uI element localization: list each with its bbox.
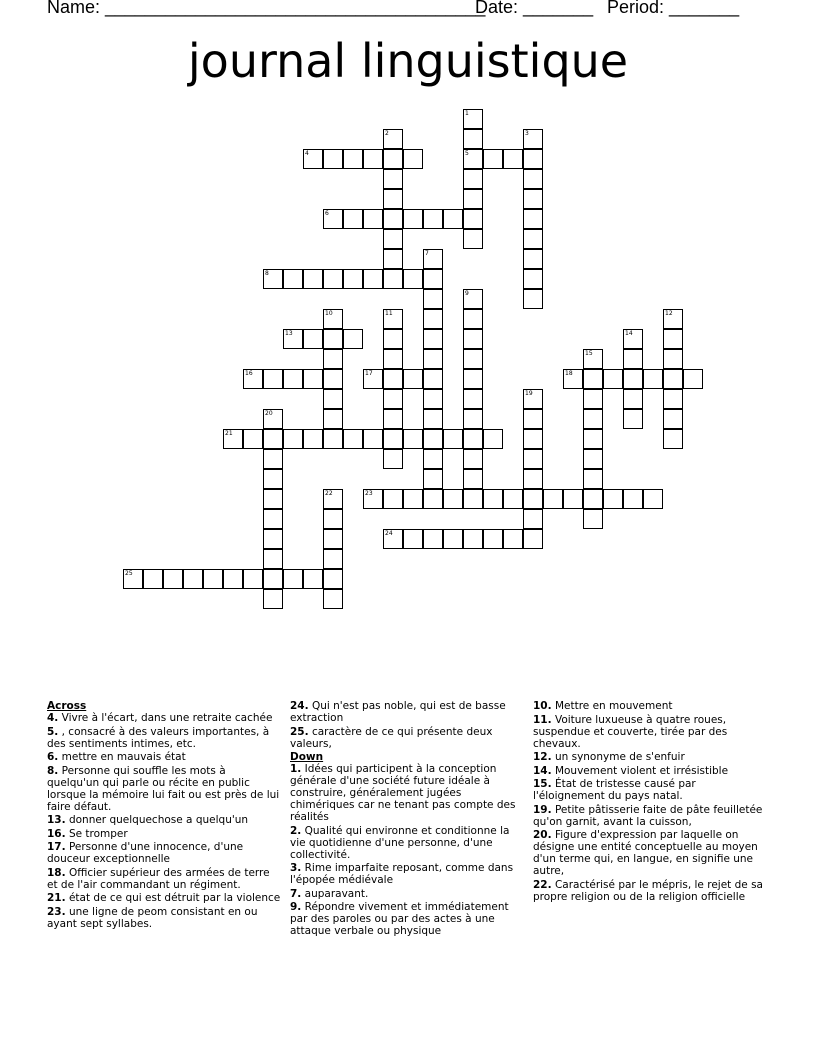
grid-cell[interactable] (423, 369, 443, 389)
clue-text: Se tromper (65, 827, 128, 840)
grid-cell[interactable] (223, 429, 243, 449)
clue-number: 9. (290, 901, 302, 913)
grid-cell[interactable] (523, 469, 543, 489)
grid-cell[interactable] (323, 349, 343, 369)
across-clue (47, 867, 281, 891)
clue-text: État de tristesse causé par l'éloignement du pays natal. (533, 778, 696, 802)
clue-number: 3. (290, 862, 302, 874)
grid-cell[interactable] (323, 329, 343, 349)
grid-cell[interactable] (383, 209, 403, 229)
grid-cell[interactable] (343, 329, 363, 349)
grid-cell[interactable] (383, 409, 403, 429)
grid-cell[interactable] (243, 369, 263, 389)
grid-cell[interactable] (423, 409, 443, 429)
down-clue (533, 751, 769, 763)
grid-cell[interactable] (423, 429, 443, 449)
grid-cell[interactable] (363, 369, 383, 389)
grid-cell[interactable] (423, 289, 443, 309)
grid-cell[interactable] (383, 349, 403, 369)
clue-number: 24. (290, 700, 309, 712)
cell-number: 9 (465, 290, 469, 297)
grid-cell[interactable] (403, 209, 423, 229)
grid-cell[interactable] (183, 569, 203, 589)
grid-cell[interactable] (363, 209, 383, 229)
grid-cell[interactable] (443, 489, 463, 509)
grid-cell[interactable] (583, 349, 603, 369)
grid-cell[interactable] (463, 469, 483, 489)
grid-cell[interactable] (423, 329, 443, 349)
grid-cell[interactable] (523, 149, 543, 169)
clue-text: Qualité qui environne et conditionne la vie quotidienne d'une personne, d'une collectivité. (290, 824, 510, 861)
grid-cell[interactable] (523, 529, 543, 549)
grid-cell[interactable] (523, 269, 543, 289)
down-clue (533, 765, 769, 777)
clue-number: 12. (533, 751, 552, 763)
cell-number: 23 (365, 490, 373, 497)
grid-cell[interactable] (323, 549, 343, 569)
grid-cell[interactable] (263, 369, 283, 389)
clue-number: 8. (47, 764, 59, 777)
grid-cell[interactable] (343, 429, 363, 449)
grid-cell[interactable] (283, 569, 303, 589)
grid-cell[interactable] (583, 449, 603, 469)
clue-text: un synonyme de s'enfuir (551, 751, 685, 763)
down-clue (290, 825, 524, 861)
grid-cell[interactable] (523, 509, 543, 529)
grid-cell[interactable] (583, 469, 603, 489)
down-clue (290, 901, 524, 937)
cell-number: 18 (565, 370, 573, 377)
cell-number: 16 (245, 370, 253, 377)
clue-number: 2. (290, 824, 302, 837)
cell-number: 1 (465, 110, 469, 117)
down-clue (533, 714, 769, 750)
across-clue (47, 712, 281, 724)
clue-number: 7. (290, 887, 302, 900)
grid-cell[interactable] (383, 309, 403, 329)
grid-cell[interactable] (623, 389, 643, 409)
grid-cell[interactable] (523, 209, 543, 229)
grid-cell[interactable] (263, 449, 283, 469)
grid-cell[interactable] (383, 449, 403, 469)
cell-number: 2 (385, 130, 389, 137)
grid-cell[interactable] (523, 169, 543, 189)
grid-cell[interactable] (303, 149, 323, 169)
grid-cell[interactable] (323, 529, 343, 549)
cell-number: 21 (225, 430, 233, 437)
grid-cell[interactable] (523, 289, 543, 309)
clue-number: 15. (533, 778, 552, 790)
clue-number: 25. (290, 725, 309, 738)
clue-number: 23. (47, 905, 66, 918)
grid-cell[interactable] (383, 249, 403, 269)
grid-cell[interactable] (543, 489, 563, 509)
clue-text: Voiture luxueuse à quatre roues, suspendue et couverte, tirée par des chevaux. (533, 713, 728, 750)
grid-cell[interactable] (383, 369, 403, 389)
grid-cell[interactable] (243, 429, 263, 449)
clue-text: Personne qui souffle les mots à quelqu'un qui parle ou récite en public lorsque la mémoire lui fait ou est près de lui faire défaut. (47, 764, 280, 813)
across-clue (47, 765, 281, 813)
grid-cell[interactable] (363, 429, 383, 449)
cell-number: 4 (305, 150, 309, 157)
grid-cell[interactable] (503, 529, 523, 549)
grid-cell[interactable] (503, 149, 523, 169)
clue-text: Mettre en mouvement (551, 700, 673, 712)
down-clue (290, 888, 524, 900)
clue-text: Vivre à l'écart, dans une retraite cachée (58, 712, 273, 724)
grid-cell[interactable] (383, 429, 403, 449)
cell-number: 7 (425, 250, 429, 257)
clue-number: 17. (47, 841, 66, 853)
grid-cell[interactable] (123, 569, 143, 589)
clue-text: une ligne de peom consistant en ou ayant sept syllabes. (47, 905, 258, 930)
grid-cell[interactable] (323, 409, 343, 429)
cell-number: 10 (325, 310, 333, 317)
across-clue (47, 751, 281, 763)
cell-number: 25 (125, 570, 133, 577)
clue-text: Idées qui participent à la conception générale d'une société future idéale à construire, généralement jugées chimériques car ne tenant pas compte des réalités (290, 763, 516, 823)
clue-number: 16. (47, 827, 66, 840)
clue-column-3 (533, 700, 769, 904)
grid-cell[interactable] (523, 129, 543, 149)
across-clue (47, 906, 281, 930)
grid-cell[interactable] (663, 389, 683, 409)
grid-cell[interactable] (623, 369, 643, 389)
grid-cell[interactable] (463, 109, 483, 129)
grid-cell[interactable] (403, 529, 423, 549)
cell-number: 24 (385, 530, 393, 537)
grid-cell[interactable] (343, 209, 363, 229)
grid-cell[interactable] (583, 509, 603, 529)
grid-cell[interactable] (383, 269, 403, 289)
clue-text: donner quelquechose a quelqu'un (65, 814, 249, 826)
clue-text: , consacré à des valeurs importantes, à des sentiments intimes, etc. (47, 725, 270, 750)
cell-number: 8 (265, 270, 269, 277)
grid-cell[interactable] (463, 209, 483, 229)
grid-cell[interactable] (403, 149, 423, 169)
grid-cell[interactable] (263, 489, 283, 509)
clue-text: état de ce qui est détruit par la violence (65, 892, 281, 904)
cell-number: 19 (525, 390, 533, 397)
grid-cell[interactable] (603, 489, 623, 509)
grid-cell[interactable] (423, 389, 443, 409)
clue-number: 1. (290, 763, 302, 775)
grid-cell[interactable] (423, 349, 443, 369)
clue-column-1 (47, 700, 281, 931)
clue-number: 14. (533, 764, 552, 777)
grid-cell[interactable] (423, 449, 443, 469)
clue-number: 19. (533, 803, 552, 816)
grid-cell[interactable] (583, 389, 603, 409)
grid-cell[interactable] (523, 409, 543, 429)
grid-cell[interactable] (423, 249, 443, 269)
grid-cell[interactable] (323, 569, 343, 589)
grid-cell[interactable] (263, 509, 283, 529)
grid-cell[interactable] (483, 529, 503, 549)
cell-number: 20 (265, 410, 273, 417)
clue-text: Officier supérieur des armées de terre et de l'air commandant un régiment. (47, 866, 270, 891)
grid-cell[interactable] (623, 409, 643, 429)
grid-cell[interactable] (663, 409, 683, 429)
clue-number: 21. (47, 892, 66, 904)
grid-cell[interactable] (463, 289, 483, 309)
clue-text: Caractérisé par le mépris, le rejet de sa propre religion ou de la religion officielle (533, 878, 763, 903)
grid-cell[interactable] (483, 429, 503, 449)
across-clue (290, 700, 524, 724)
grid-cell[interactable] (463, 149, 483, 169)
grid-cell[interactable] (383, 149, 403, 169)
grid-cell[interactable] (623, 489, 643, 509)
grid-cell[interactable] (563, 489, 583, 509)
grid-cell[interactable] (323, 429, 343, 449)
clue-number: 6. (47, 751, 59, 763)
grid-cell[interactable] (523, 389, 543, 409)
clue-number: 10. (533, 700, 552, 712)
down-clue (290, 862, 524, 886)
grid-cell[interactable] (423, 529, 443, 549)
grid-cell[interactable] (323, 309, 343, 329)
grid-cell[interactable] (163, 569, 183, 589)
grid-cell[interactable] (323, 509, 343, 529)
grid-cell[interactable] (463, 529, 483, 549)
clue-text: Répondre vivement et immédiatement par des paroles ou par des actes à une attaque verbale ou physique (290, 901, 509, 937)
clue-number: 20. (533, 829, 552, 841)
grid-cell[interactable] (643, 489, 663, 509)
cell-number: 17 (365, 370, 373, 377)
grid-cell[interactable] (663, 329, 683, 349)
grid-cell[interactable] (383, 389, 403, 409)
grid-cell[interactable] (343, 149, 363, 169)
clue-text: Qui n'est pas noble, qui est de basse extraction (290, 700, 506, 724)
clue-number: 22. (533, 878, 552, 891)
across-clue (290, 726, 524, 750)
across-clue (47, 814, 281, 826)
grid-cell[interactable] (263, 529, 283, 549)
clue-text: Rime imparfaite reposant, comme dans l'épopée médiévale (290, 862, 514, 886)
grid-cell[interactable] (323, 589, 343, 609)
grid-cell[interactable] (463, 449, 483, 469)
grid-cell[interactable] (283, 429, 303, 449)
cell-number: 11 (385, 310, 393, 317)
grid-cell[interactable] (663, 429, 683, 449)
grid-cell[interactable] (463, 309, 483, 329)
cell-number: 12 (665, 310, 673, 317)
down-clue (533, 700, 769, 712)
grid-cell[interactable] (443, 529, 463, 549)
grid-cell[interactable] (283, 269, 303, 289)
grid-cell[interactable] (243, 569, 263, 589)
cell-number: 3 (525, 130, 529, 137)
down-clue (533, 778, 769, 802)
grid-cell[interactable] (423, 469, 443, 489)
grid-cell[interactable] (383, 129, 403, 149)
grid-cell[interactable] (363, 269, 383, 289)
across-clue (47, 828, 281, 840)
grid-cell[interactable] (383, 169, 403, 189)
grid-cell[interactable] (583, 429, 603, 449)
grid-cell[interactable] (503, 489, 523, 509)
grid-cell[interactable] (523, 489, 543, 509)
cell-number: 14 (625, 330, 633, 337)
grid-cell[interactable] (463, 369, 483, 389)
clue-text: caractère de ce qui présente deux valeurs, (290, 725, 493, 750)
cell-number: 5 (465, 150, 469, 157)
across-heading: Across (47, 700, 87, 712)
grid-cell[interactable] (403, 269, 423, 289)
down-heading: Down (290, 751, 324, 763)
grid-cell[interactable] (363, 149, 383, 169)
grid-cell[interactable] (403, 369, 423, 389)
across-clue (47, 892, 281, 904)
grid-cell[interactable] (423, 269, 443, 289)
down-clue (533, 879, 769, 903)
grid-cell[interactable] (343, 269, 363, 289)
grid-cell[interactable] (463, 349, 483, 369)
grid-cell[interactable] (463, 489, 483, 509)
grid-cell[interactable] (463, 169, 483, 189)
grid-cell[interactable] (603, 369, 623, 389)
grid-cell[interactable] (283, 329, 303, 349)
grid-cell[interactable] (683, 369, 703, 389)
down-clue (290, 763, 524, 823)
cell-number: 22 (325, 490, 333, 497)
grid-cell[interactable] (323, 149, 343, 169)
clue-text: Petite pâtisserie faite de pâte feuilletée qu'on garnit, avant la cuisson, (533, 803, 763, 828)
grid-cell[interactable] (443, 209, 463, 229)
clue-number: 4. (47, 712, 59, 724)
grid-cell[interactable] (483, 149, 503, 169)
grid-cell[interactable] (383, 529, 403, 549)
grid-cell[interactable] (383, 189, 403, 209)
cell-number: 13 (285, 330, 293, 337)
grid-cell[interactable] (323, 489, 343, 509)
grid-cell[interactable] (483, 489, 503, 509)
grid-cell[interactable] (403, 429, 423, 449)
page-title: journal linguistique (187, 34, 629, 88)
clue-number: 18. (47, 866, 66, 879)
grid-cell[interactable] (583, 489, 603, 509)
grid-cell[interactable] (303, 369, 323, 389)
grid-cell[interactable] (263, 429, 283, 449)
grid-cell[interactable] (363, 489, 383, 509)
clue-number: 5. (47, 725, 59, 738)
down-clue (533, 829, 769, 877)
grid-cell[interactable] (563, 369, 583, 389)
grid-cell[interactable] (383, 489, 403, 509)
grid-cell[interactable] (583, 369, 603, 389)
grid-cell[interactable] (423, 489, 443, 509)
clue-text: auparavant. (301, 887, 369, 900)
grid-cell[interactable] (663, 309, 683, 329)
clue-column-2 (290, 700, 524, 939)
grid-cell[interactable] (263, 589, 283, 609)
grid-cell[interactable] (323, 269, 343, 289)
grid-cell[interactable] (323, 369, 343, 389)
date-field-label: Date: _______ (475, 0, 594, 17)
grid-cell[interactable] (463, 409, 483, 429)
grid-cell[interactable] (223, 569, 243, 589)
grid-cell[interactable] (323, 389, 343, 409)
grid-cell[interactable] (423, 309, 443, 329)
grid-cell[interactable] (303, 269, 323, 289)
grid-cell[interactable] (303, 329, 323, 349)
grid-cell[interactable] (323, 209, 343, 229)
clue-text: mettre en mauvais état (58, 751, 186, 763)
grid-cell[interactable] (263, 469, 283, 489)
grid-cell[interactable] (623, 329, 643, 349)
grid-cell[interactable] (583, 409, 603, 429)
across-clue (47, 726, 281, 750)
grid-cell[interactable] (463, 129, 483, 149)
grid-cell[interactable] (443, 429, 463, 449)
grid-cell[interactable] (303, 569, 323, 589)
grid-cell[interactable] (403, 489, 423, 509)
grid-cell[interactable] (463, 189, 483, 209)
down-clue (533, 804, 769, 828)
name-field-label: Name: ______________________________________ (47, 0, 486, 17)
grid-cell[interactable] (523, 189, 543, 209)
grid-cell[interactable] (263, 409, 283, 429)
cell-number: 6 (325, 210, 329, 217)
grid-cell[interactable] (643, 369, 663, 389)
period-field-label: Period: _______ (607, 0, 740, 17)
grid-cell[interactable] (143, 569, 163, 589)
clue-text: Figure d'expression par laquelle on désigne une entité conceptuelle au moyen d'un terme qui, en langue, en signifie une autre, (533, 829, 758, 877)
clue-number: 11. (533, 713, 552, 726)
cell-number: 15 (585, 350, 593, 357)
grid-cell[interactable] (263, 549, 283, 569)
grid-cell[interactable] (383, 329, 403, 349)
grid-cell[interactable] (383, 229, 403, 249)
grid-cell[interactable] (523, 249, 543, 269)
grid-cell[interactable] (463, 229, 483, 249)
across-clue (47, 841, 281, 865)
grid-cell[interactable] (263, 269, 283, 289)
grid-cell[interactable] (203, 569, 223, 589)
grid-cell[interactable] (283, 369, 303, 389)
grid-cell[interactable] (463, 329, 483, 349)
grid-cell[interactable] (463, 389, 483, 409)
grid-cell[interactable] (263, 569, 283, 589)
grid-cell[interactable] (623, 349, 643, 369)
grid-cell[interactable] (663, 369, 683, 389)
clue-text: Mouvement violent et irrésistible (551, 764, 729, 777)
clue-text: Personne d'une innocence, d'une douceur exceptionnelle (47, 841, 244, 865)
clue-number: 13. (47, 814, 66, 826)
grid-cell[interactable] (663, 349, 683, 369)
grid-cell[interactable] (423, 209, 443, 229)
grid-cell[interactable] (523, 229, 543, 249)
grid-cell[interactable] (303, 429, 323, 449)
grid-cell[interactable] (523, 429, 543, 449)
grid-cell[interactable] (523, 449, 543, 469)
grid-cell[interactable] (463, 429, 483, 449)
